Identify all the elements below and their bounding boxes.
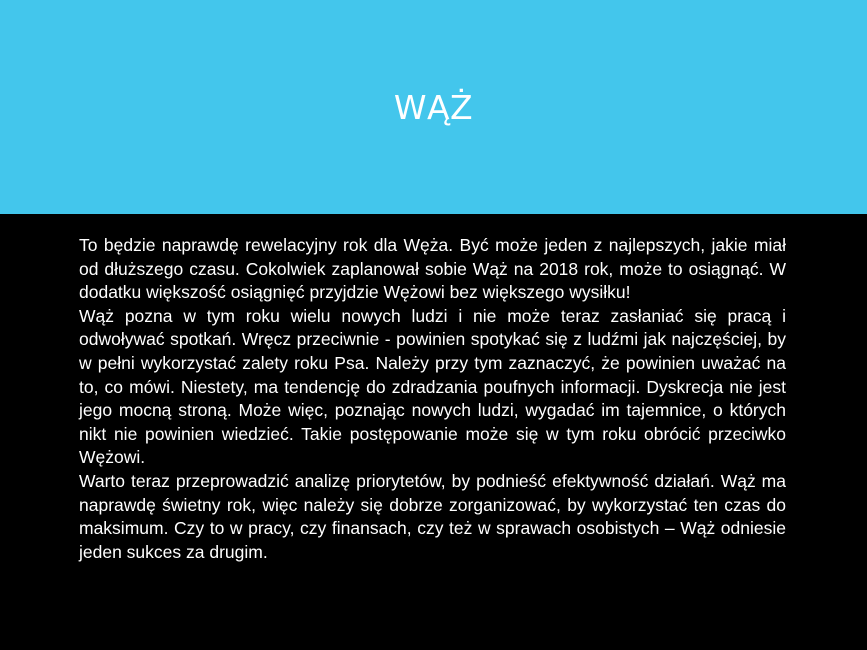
paragraph-2: Wąż pozna w tym roku wielu nowych ludzi i nie może teraz zasłaniać się pracą i odwoływać spotkań. Wręcz przeciwnie - powinien spotykać się z ludźmi jak najczęściej, by w pełni wykorzystać zalety roku Psa. Należy przy tym zaznaczyć, że powinien uważać na to, co mówi. Niestety, ma tendencję do zdradzania poufnych informacji. Dyskrecja nie jest jego mocną stroną. Może więc, poznając nowych ludzi, wygadać im tajemnice, o których nikt nie powinien wiedzieć. Takie postępowanie może się w tym roku obrócić przeciwko Wężowi. xyxy=(79,305,786,468)
slide-title: WĄŻ xyxy=(393,88,474,127)
paragraph-1: To będzie naprawdę rewelacyjny rok dla Węża. Być może jeden z najlepszych, jakie miał od dłuższego czasu. Cokolwiek zaplanował sobie Wąż na 2018 rok, może to osiągnąć. W dodatku większość osiągnięć przyjdzie Wężowi bez większego wysiłku! xyxy=(79,235,786,303)
title-banner xyxy=(0,0,867,214)
slide-body xyxy=(79,234,786,564)
paragraph-3: Warto teraz przeprowadzić analizę priorytetów, by podnieść efektywność działań. Wąż ma naprawdę świetny rok, więc należy się dobrze zorganizować, by wykorzystać ten czas do maksimum. Czy to w pracy, czy finansach, czy też w sprawach osobistych – Wąż odniesie jeden sukces za drugim. xyxy=(79,470,786,562)
